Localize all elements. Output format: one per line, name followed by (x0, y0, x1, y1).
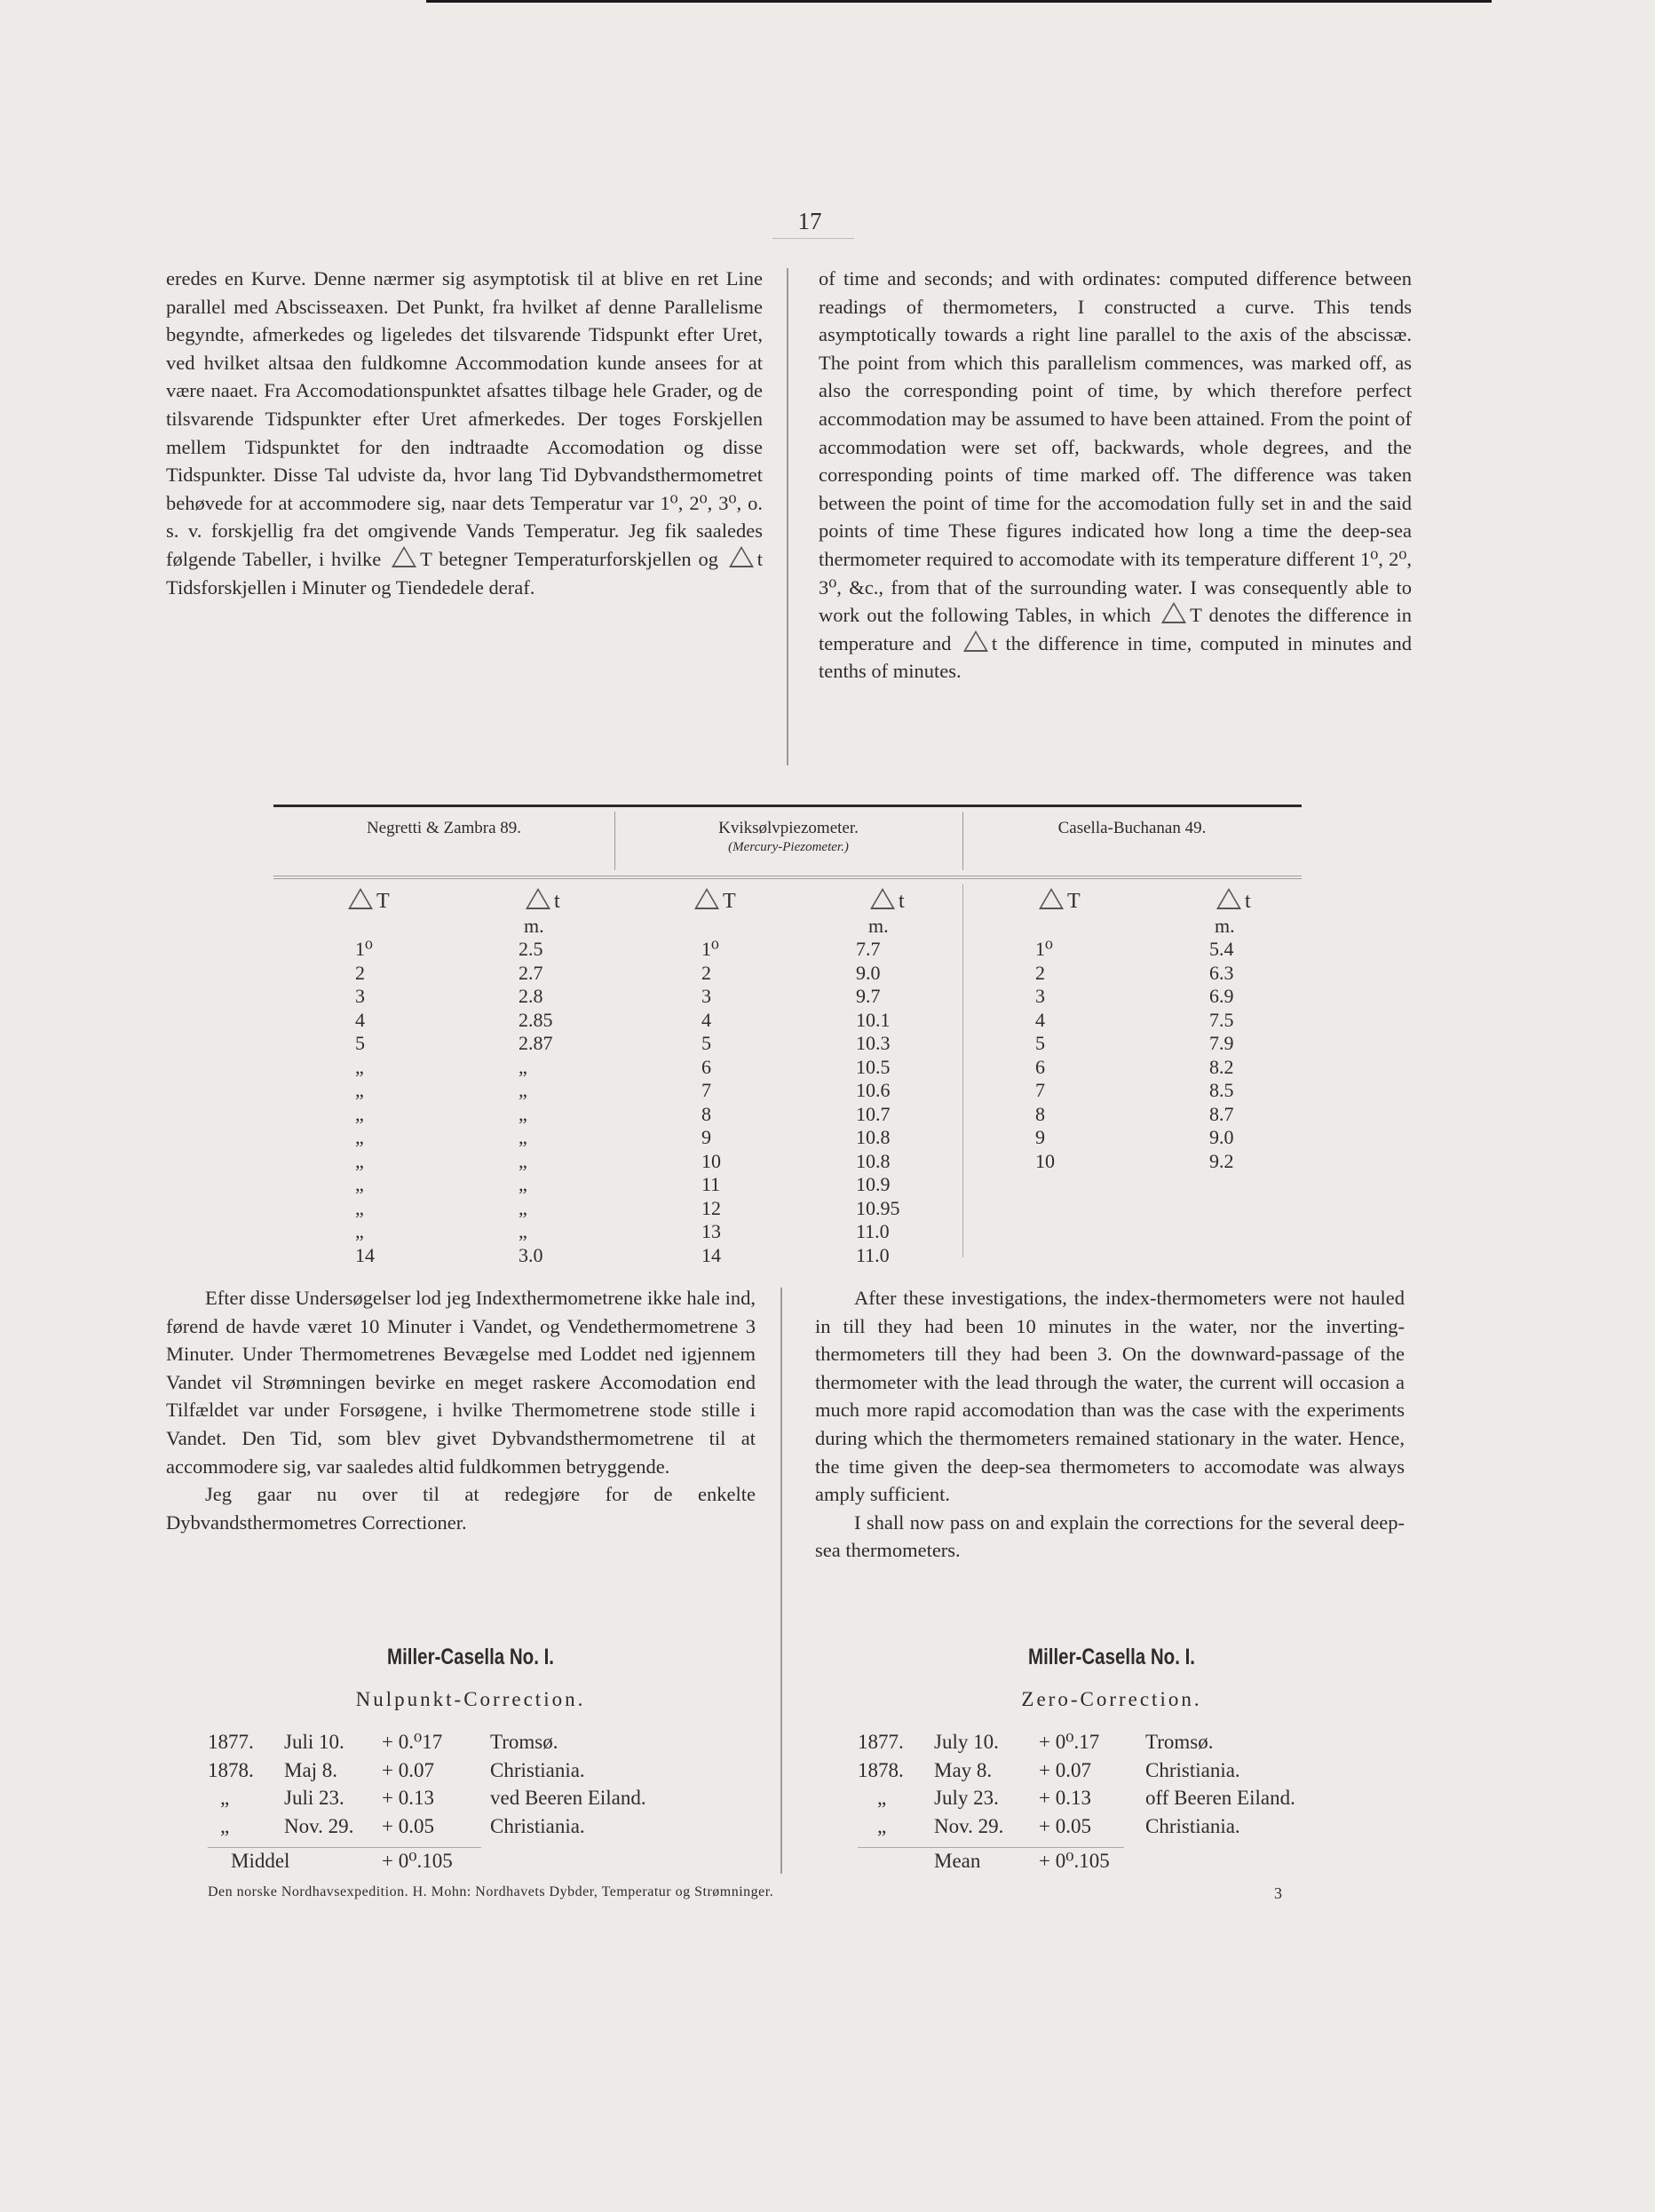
table-cell: 5.4 (1209, 938, 1234, 960)
table-cell: „ (519, 1079, 527, 1101)
table-body-separator (962, 884, 963, 1257)
col-head-delta-t: t (867, 888, 905, 914)
table-cell: 6 (701, 1055, 711, 1078)
norwegian-tail-2: t Tidsforskjellen i Minuter og Tiendedele deraf. (166, 547, 764, 599)
group-header-piezometer (614, 819, 962, 855)
table-cell: 2 (355, 961, 365, 984)
norwegian-paragraph-3: Jeg gaar nu over til at redegjøre for de enkelte Dybvandsthermometres Correctioner. (166, 1483, 756, 1534)
table-cell: 2.5 (519, 938, 543, 960)
table-cell: 10.1 (856, 1008, 891, 1031)
column-divider-bottom (780, 1288, 782, 1874)
table-cell: 5 (355, 1032, 365, 1054)
correction-row: 1877. Juli 10. + 0.⁰17 Tromsø. (208, 1731, 558, 1753)
table-cell: „ (355, 1173, 364, 1195)
english-paragraph-1-text: of time and seconds; and with ordinates: computed difference between readings of thermometers, I constructed a curve. This tends asymptotically towards a right line parallel to the axis of the abscissæ. The point from which this parallelism commences, was marked off, as also the corresponding point of time, by which therefore perfect accommodation may be assumed to have been attained. From the point of accommodation were set off, backwards, whole degrees, and the corresponding points of time marked off. The difference was taken between the point of time for the accomodation fully set in and the said points of time These figures indicated how long a time the deep-sea thermometer required to accomodate with its temperature different 1⁰, 2⁰, 3⁰, &c., from that of the surrounding water. I was consequently able to work out the following Tables, in which (819, 267, 1412, 627)
table-cell: „ (355, 1126, 364, 1148)
norwegian-paragraph-1-text: eredes en Kurve. Denne nærmer sig asymptotisk til at blive en ret Line parallel med Abscisseaxen. Det Punkt, fra hvilket af denne Parallelisme begyndte, afmerkedes og ligeledes det tilsvarende Tidspunkt efter Uret, ved hvilket altsaa den fuldkomne Accommodation kunde ansees for at være naaet. Fra Accomodationspunktet afsattes tilbage hele Grader, og de tilsvarende Tidspunkter efter Uret afmerkedes. Der toges Forskjellen mellem Tidspunktet for den indtraadte Accomodation og disse Tidspunkter. Disse Tal udviste da, hvor lang Tid Dybvandsthermometret behøvede for at accommodere sig, naar dets Temperatur var 1⁰, 2⁰, 3⁰, o. s. v. forskjellig fra det omgivende Vands Temperatur. Jeg fik saaledes følgende Tabeller, i hvilke (166, 267, 763, 570)
table-cell: 9.0 (856, 961, 881, 984)
group-name: Casella-Buchanan 49. (1057, 819, 1207, 837)
english-paragraph-3: I shall now pass on and explain the corrections for the several deep-sea thermometers. (815, 1510, 1405, 1562)
table-cell: 6.3 (1209, 961, 1234, 984)
section-title: Miller-Casella No. I. (387, 1645, 554, 1669)
correction-row: „ July 23. + 0.13 off Beeren Eiland. (877, 1787, 1295, 1810)
table-cell: 10.5 (856, 1055, 891, 1078)
table-cell: 10.9 (856, 1173, 891, 1195)
table-cell: 7 (701, 1079, 711, 1101)
english-text-top (819, 265, 1412, 686)
table-cell: 2.87 (519, 1032, 553, 1054)
delta-icon (963, 630, 988, 652)
section-subtitle: Nulpunkt-Correction. (355, 1688, 586, 1710)
right-section-heading (943, 1645, 1280, 1711)
g2-t-column (856, 938, 900, 1267)
table-top-rule (273, 805, 1302, 807)
table-cell: „ (355, 1079, 364, 1101)
table-cell: 10.3 (856, 1032, 891, 1054)
table-cell: 12 (701, 1196, 721, 1219)
table-cell: 4 (1035, 1008, 1045, 1031)
delta-icon (348, 888, 373, 909)
table-cell: 8.2 (1209, 1055, 1234, 1078)
group-name: Kviksølvpiezometer. (718, 819, 859, 837)
page-top-edge (426, 0, 1492, 3)
table-cell: „ (519, 1220, 527, 1242)
table-cell: 2.8 (519, 985, 543, 1007)
table-cell: 10.8 (856, 1126, 891, 1148)
unit-label: m. (524, 915, 544, 937)
col-head-delta-T: T (691, 888, 736, 914)
table-cell: 4 (701, 1008, 711, 1031)
table-cell: „ (519, 1196, 527, 1219)
table-cell: 2 (701, 961, 711, 984)
table-cell: 8.5 (1209, 1079, 1234, 1101)
table-cell: 2 (1035, 961, 1045, 984)
table-header-rule (273, 876, 1302, 879)
table-cell: 9.7 (856, 985, 881, 1007)
table-cell: 10 (1035, 1149, 1055, 1172)
table-cell: 8.7 (1209, 1102, 1234, 1125)
table-cell: 5 (1035, 1032, 1045, 1054)
left-correction-table (208, 1728, 740, 1875)
correction-row: 1878. Maj 8. + 0.07 Christiania. (208, 1758, 585, 1781)
unit-label: m. (1215, 915, 1235, 937)
g2-T-column (701, 938, 721, 1267)
norwegian-text-top (166, 265, 763, 601)
table-cell: 2.85 (519, 1008, 553, 1031)
table-cell: 9.2 (1209, 1149, 1234, 1172)
table-cell: 7.7 (856, 938, 881, 960)
table-cell: 5 (701, 1032, 711, 1054)
table-cell: „ (355, 1055, 364, 1078)
sheet-number: 3 (1274, 1884, 1282, 1902)
english-tail-1: T denotes the difference in temperature and (819, 604, 1413, 654)
delta-icon (526, 888, 550, 909)
table-cell: 10.8 (856, 1149, 891, 1172)
table-cell: „ (355, 1102, 364, 1125)
table-cell: 9.0 (1209, 1126, 1234, 1148)
table-cell: 10.95 (856, 1196, 900, 1219)
group-header-casella (962, 819, 1302, 838)
table-cell: 4 (355, 1008, 365, 1031)
mean-rule (858, 1847, 1124, 1848)
correction-row: 1877. July 10. + 0⁰.17 Tromsø. (858, 1731, 1214, 1753)
section-subtitle: Zero-Correction. (1021, 1688, 1202, 1710)
delta-icon (729, 546, 754, 567)
norwegian-tail-1: T betegner Temperaturforskjellen og (420, 547, 718, 570)
table-cell: 3.0 (519, 1243, 543, 1266)
accommodation-table (273, 805, 1302, 1266)
table-cell: „ (519, 1102, 527, 1125)
correction-mean-row: Middel + 0⁰.105 (231, 1850, 453, 1873)
g1-T-column (355, 938, 375, 1267)
table-cell: 14 (701, 1243, 721, 1266)
page-footer: Den norske Nordhavsexpedition. H. Mohn: Nordhavets Dybder, Temperatur og Strømninger. (208, 1884, 774, 1899)
mean-rule (208, 1847, 481, 1848)
table-cell: 9 (701, 1126, 711, 1148)
g1-t-column (519, 938, 553, 1267)
table-cell: 2.7 (519, 961, 543, 984)
table-cell: 8 (1035, 1102, 1045, 1125)
table-cell: 9 (1035, 1126, 1045, 1148)
table-cell: „ (519, 1055, 527, 1078)
english-paragraph-1 (819, 265, 1412, 686)
right-correction-table (858, 1728, 1390, 1875)
table-cell: 7.5 (1209, 1008, 1234, 1031)
column-divider-top (787, 268, 788, 765)
table-cell: 11.0 (856, 1220, 890, 1242)
unit-label: m. (868, 915, 889, 937)
table-cell: „ (355, 1149, 364, 1172)
section-title: Miller-Casella No. I. (1028, 1645, 1195, 1669)
col-head-delta-t: t (1213, 888, 1251, 914)
group-name: Negretti & Zambra 89. (366, 819, 522, 837)
norwegian-text-bottom (166, 1284, 756, 1536)
table-cell: 7 (1035, 1079, 1045, 1101)
correction-row: „ Nov. 29. + 0.05 Christiania. (877, 1814, 1240, 1837)
table-cell: „ (519, 1149, 527, 1172)
col-head-delta-t: t (522, 888, 560, 914)
norwegian-paragraph-1 (166, 265, 763, 601)
table-cell: 11.0 (856, 1243, 890, 1266)
table-cell: 1⁰ (355, 938, 373, 960)
table-cell: 10.6 (856, 1079, 891, 1101)
table-cell: 3 (355, 985, 365, 1007)
col-head-delta-T: T (344, 888, 390, 914)
table-cell: „ (355, 1196, 364, 1219)
table-cell: 10 (701, 1149, 721, 1172)
table-cell: 13 (701, 1220, 721, 1242)
delta-icon (870, 888, 895, 909)
correction-row: 1878. May 8. + 0.07 Christiania. (858, 1758, 1240, 1781)
table-cell: 6.9 (1209, 985, 1234, 1007)
norwegian-paragraph-2: Efter disse Undersøgelser lod jeg Indexthermometrene ikke hale ind, førend de havde været 10 Minuter i Vandet, og Vendethermometrene 3 Minuter. Under Thermometrenes Bevægelse med Loddet ned igjennem Vandet vil Strømningen bevirke en meget raskere Accomodation end Tilfældet var under Forsøgene, i hvilke Thermometrene stode stille i Vandet. Den Tid, som blev givet Dybvandsthermometrene til at accommodere sig, var saaledes altid fuldkommen betryggende. (166, 1287, 756, 1478)
group-subname: (Mercury-Piezometer.) (728, 840, 849, 854)
delta-icon (1161, 602, 1186, 623)
english-paragraph-2: After these investigations, the index-thermometers were not hauled in till they had been 10 minutes in the water, nor the inverting-thermometers till they had been 3. On the downward-passage of the thermometer with the lead through the water, the current will occasion a much more rapid accomodation than was the case with the experiments during which the thermometers remained stationary in the water. Hence, the time given the deep-sea thermometers to accomodate was always amply sufficient. (815, 1287, 1405, 1506)
col-head-delta-T: T (1035, 888, 1081, 914)
table-cell: 3 (1035, 985, 1045, 1007)
correction-row: „ Nov. 29. + 0.05 Christiania. (220, 1814, 585, 1837)
page-number-rule (772, 238, 854, 239)
delta-icon (392, 546, 416, 567)
group-header-negretti (273, 819, 614, 838)
table-cell: 6 (1035, 1055, 1045, 1078)
correction-row: „ Juli 23. + 0.13 ved Beeren Eiland. (220, 1787, 646, 1810)
delta-icon (1039, 888, 1064, 909)
left-section-heading (302, 1645, 639, 1711)
g3-T-column (1035, 938, 1055, 1173)
table-cell: 14 (355, 1243, 375, 1266)
english-text-bottom (815, 1284, 1405, 1565)
table-cell: 10.7 (856, 1102, 891, 1125)
table-cell: 8 (701, 1102, 711, 1125)
table-cell: 1⁰ (1035, 938, 1053, 960)
table-cell: 11 (701, 1173, 721, 1195)
delta-icon (1216, 888, 1241, 909)
table-cell: 1⁰ (701, 938, 719, 960)
page-number: 17 (797, 208, 822, 234)
delta-icon (694, 888, 719, 909)
g3-t-column (1209, 938, 1234, 1173)
correction-mean-row: Mean + 0⁰.105 (934, 1850, 1110, 1873)
english-tail-2: t the difference in time, computed in minutes and tenths of minutes. (819, 631, 1412, 683)
table-cell: „ (355, 1220, 364, 1242)
table-cell: „ (519, 1173, 527, 1195)
table-cell: „ (519, 1126, 527, 1148)
table-cell: 7.9 (1209, 1032, 1234, 1054)
table-cell: 3 (701, 985, 711, 1007)
